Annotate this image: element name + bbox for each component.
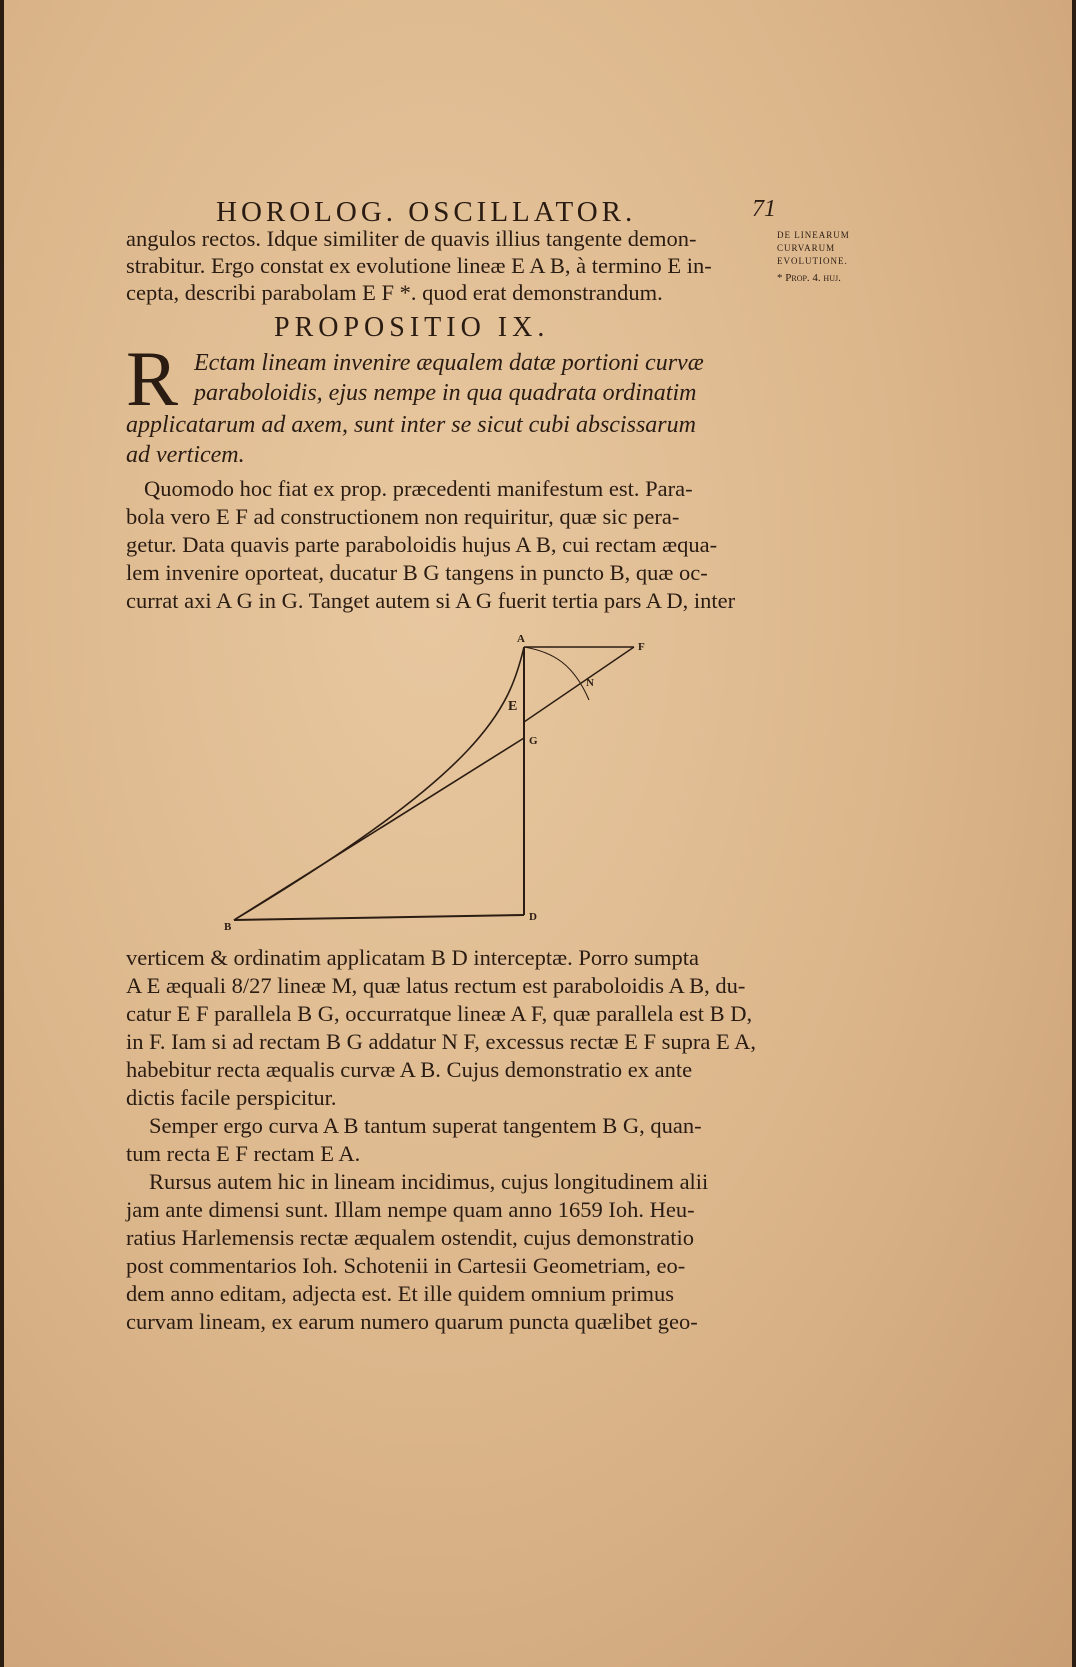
figure-parabola-EF xyxy=(524,647,589,700)
figure-label-D: D xyxy=(529,911,537,923)
figure-curve-AB xyxy=(234,647,524,920)
figure-line-BD xyxy=(234,915,524,920)
page-number: 71 xyxy=(752,196,776,222)
text-line: post commentarios Ioh. Schotenii in Cartesii Geometriam, eo- xyxy=(126,1253,686,1278)
drop-initial: R xyxy=(126,335,179,422)
figure-label-E: E xyxy=(508,699,518,714)
figure-label-N: N xyxy=(586,677,594,689)
text-line: tum recta E F rectam E A. xyxy=(126,1141,361,1166)
margin-note: * Prop. 4. huj. xyxy=(777,272,841,284)
text-line: dictis facile perspicitur. xyxy=(126,1085,337,1110)
text-line: cepta, describi parabolam E F *. quod erat demonstrandum. xyxy=(126,280,663,305)
statement-line: ad verticem. xyxy=(126,442,245,468)
figure-line-BG xyxy=(234,738,524,920)
text-line: Quomodo hoc fiat ex prop. præcedenti manifestum est. Para- xyxy=(144,476,693,501)
text-line: bola vero E F ad constructionem non requiritur, quæ sic pera- xyxy=(126,504,680,529)
text-line: dem anno editam, adjecta est. Et ille quidem omnium primus xyxy=(126,1281,674,1306)
text-line: A E æquali 8/27 lineæ M, quæ latus rectum est paraboloidis A B, du- xyxy=(126,973,746,998)
text-line: lem invenire oporteat, ducatur B G tangens in puncto B, quæ oc- xyxy=(126,560,708,585)
statement-line: paraboloidis, ejus nempe in qua quadrata ordinatim xyxy=(194,380,697,406)
figure-line-EF xyxy=(524,647,634,722)
figure-label-F: F xyxy=(638,641,645,653)
margin-note: EVOLUTIONE. xyxy=(777,256,848,266)
statement-line: applicatarum ad axem, sunt inter se sicut cubi abscissarum xyxy=(126,412,696,438)
text-line: strabitur. Ergo constat ex evolutione lineæ E A B, à termino E in- xyxy=(126,253,712,278)
margin-note: DE LINEARUM xyxy=(777,230,850,240)
text-line: habebitur recta æqualis curvæ A B. Cujus demonstratio ex ante xyxy=(126,1057,693,1082)
text-line: jam ante dimensi sunt. Illam nempe quam anno 1659 Ioh. Heu- xyxy=(126,1197,695,1222)
text-line: angulos rectos. Idque similiter de quavis illius tangente demon- xyxy=(126,226,697,251)
figure-label-A: A xyxy=(517,633,525,645)
figure-label-B: B xyxy=(224,921,232,930)
margin-note: CURVARUM xyxy=(777,243,836,253)
text-line: ratius Harlemensis rectæ æqualem ostendit, cujus demonstratio xyxy=(126,1225,695,1250)
text-line: in F. Iam si ad rectam B G addatur N F, excessus rectæ E F supra E A, xyxy=(126,1029,757,1054)
statement-line: Ectam lineam invenire æqualem datæ portioni curvæ xyxy=(194,350,704,376)
text-line: verticem & ordinatim applicatam B D interceptæ. Porro sumpta xyxy=(126,945,699,970)
text-line: getur. Data quavis parte paraboloidis hujus A B, cui rectam æqua- xyxy=(126,532,718,557)
text-line: catur E F parallela B G, occurratque lineæ A F, quæ parallela est B D, xyxy=(126,1001,753,1026)
figure-label-G: G xyxy=(529,735,538,747)
book-page xyxy=(4,0,1072,1667)
running-title: HOROLOG. OSCILLATOR. xyxy=(216,196,637,228)
geometry-figure xyxy=(224,630,664,930)
proposition-title: PROPOSITIO IX. xyxy=(274,312,550,343)
text-line: Semper ergo curva A B tantum superat tangentem B G, quan- xyxy=(149,1113,702,1138)
text-line: currat axi A G in G. Tanget autem si A G fuerit tertia pars A D, inter xyxy=(126,588,736,613)
text-line: Rursus autem hic in lineam incidimus, cujus longitudinem alii xyxy=(149,1169,709,1194)
text-line: curvam lineam, ex earum numero quarum puncta quælibet geo- xyxy=(126,1309,698,1334)
